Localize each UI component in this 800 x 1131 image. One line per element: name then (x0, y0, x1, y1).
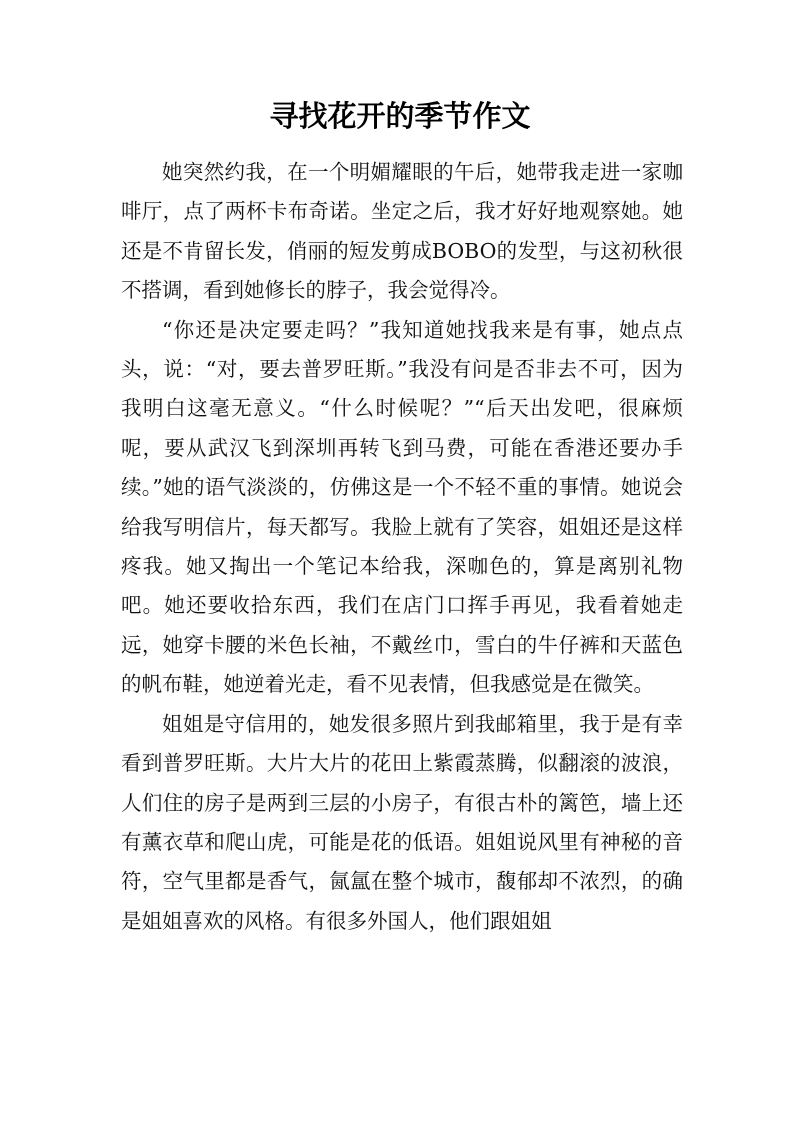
document-body (121, 153, 683, 941)
paragraph-3: 姐姐是守信用的，她发很多照片到我邮箱里，我于是有幸看到普罗旺斯。大片大片的花田上紫霞蒸腾，似翻滚的波浪，人们住的房子是两到三层的小房子，有很古朴的篱笆，墙上还有薰衣草和爬山虎，可能是花的低语。姐姐说风里有神秘的音符，空气里都是香气，氤氲在整个城市，馥郁却不浓烈，的确是姐姐喜欢的风格。有很多外国人，他们跟姐姐 (121, 711, 683, 933)
paragraph-1: 她突然约我，在一个明媚耀眼的午后，她带我走进一家咖啡厅，点了两杯卡布奇诺。坐定之后，我才好好地观察她。她还是不肯留长发，俏丽的短发剪成BOBO的发型，与这初秋很不搭调，看到她修长的脖子，我会觉得冷。 (121, 160, 683, 303)
paragraph-2: “你还是决定要走吗？”我知道她找我来是有事，她点点头，说：“对，要去普罗旺斯。”我没有问是否非去不可，因为我明白这毫无意义。“什么时候呢？”“后天出发吧，很麻烦呢，要从武汉飞到深圳再转飞到马费，可能在香港还要办手续。”她的语气淡淡的，仿佛这是一个不轻不重的事情。她说会给我写明信片，每天都写。我脸上就有了笑容，姐姐还是这样疼我。她又掏出一个笔记本给我，深咖色的，算是离别礼物吧。她还要收拾东西，我们在店门口挥手再见，我看着她走远，她穿卡腰的米色长袖，不戴丝巾，雪白的牛仔裤和天蓝色的帆布鞋，她逆着光走，看不见表情，但我感觉是在微笑。 (121, 317, 683, 697)
document-title: 寻找花开的季节作文 (269, 99, 531, 133)
